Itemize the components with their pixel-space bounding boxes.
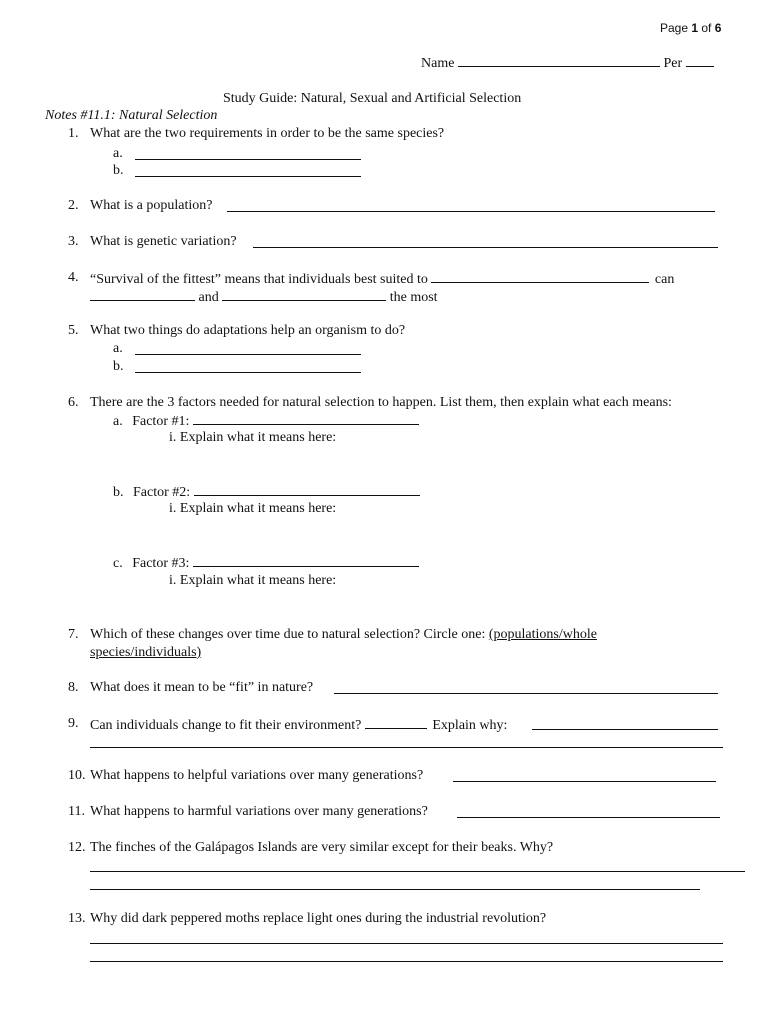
q4-text-1: “Survival of the fittest” means that individuals best suited to xyxy=(90,272,428,287)
sub-label-c: c. xyxy=(113,556,123,571)
q4-text-3: and xyxy=(198,290,219,305)
q6-factor-2 xyxy=(113,482,420,502)
q4-blank-3[interactable] xyxy=(222,287,386,301)
q4-blank-2[interactable] xyxy=(90,287,195,301)
q9-text-1: Can individuals change to fit their environment? xyxy=(90,718,362,733)
q4-blank-1[interactable] xyxy=(431,269,649,283)
q6-text: There are the 3 factors needed for natural selection to happen. List them, then explain what each means: xyxy=(90,395,672,410)
q12-answer-line-2[interactable] xyxy=(90,889,700,890)
q1-sub-a xyxy=(113,145,123,163)
page-title: Study Guide: Natural, Sexual and Artificial Selection xyxy=(223,91,522,106)
section-heading: Notes #11.1: Natural Selection xyxy=(45,108,218,123)
q3-number: 3. xyxy=(68,234,79,249)
q5-number: 5. xyxy=(68,323,79,338)
q1-answer-a[interactable] xyxy=(135,159,361,160)
per-blank[interactable] xyxy=(686,53,714,67)
q7-number: 7. xyxy=(68,627,79,642)
sub-label-b: b. xyxy=(113,163,124,178)
q5-text: What two things do adaptations help an organism to do? xyxy=(90,323,406,338)
factor-3-blank[interactable] xyxy=(193,553,419,567)
q9-line1 xyxy=(90,715,507,735)
q9-text-2: Explain why: xyxy=(432,718,508,733)
q5-answer-b[interactable] xyxy=(135,372,361,373)
q4-line2 xyxy=(90,287,438,307)
explain-label: Explain what it means here: xyxy=(179,430,337,445)
q1-text: What are the two requirements in order to be the same species? xyxy=(90,126,445,141)
q11-answer-line[interactable] xyxy=(457,817,720,818)
q1-answer-b[interactable] xyxy=(135,176,361,177)
q12-text: The finches of the Galápagos Islands are very similar except for their beaks. Why? xyxy=(90,840,554,855)
per-label: Per xyxy=(663,56,683,71)
q9-answer-line-2[interactable] xyxy=(90,747,723,748)
factor-1-blank[interactable] xyxy=(193,411,419,425)
q6-factor-1 xyxy=(113,411,419,431)
q6-number: 6. xyxy=(68,395,79,410)
q8-text: What does it mean to be “fit” in nature? xyxy=(90,680,314,695)
q6-explain-1 xyxy=(169,429,336,447)
q13-text: Why did dark peppered moths replace light ones during the industrial revolution? xyxy=(90,911,547,926)
q13-answer-line-2[interactable] xyxy=(90,961,723,962)
q9-blank-yesno[interactable] xyxy=(365,715,427,729)
q12-number: 12. xyxy=(68,840,86,855)
factor-3-label: Factor #3: xyxy=(132,556,190,571)
explain-label: Explain what it means here: xyxy=(179,573,337,588)
q7-line1 xyxy=(90,626,597,644)
factor-2-label: Factor #2: xyxy=(133,485,191,500)
q4-text-4: the most xyxy=(389,290,438,305)
q7-choices-2[interactable]: species/individuals) xyxy=(90,645,202,660)
q2-number: 2. xyxy=(68,198,79,213)
q8-answer-line[interactable] xyxy=(334,693,718,694)
q5-sub-b: b. xyxy=(113,359,124,374)
q13-answer-line-1[interactable] xyxy=(90,943,723,944)
q4-number: 4. xyxy=(68,270,79,285)
q4-text-2: can xyxy=(654,272,675,287)
q7-text: Which of these changes over time due to natural selection? Circle one: xyxy=(90,627,486,642)
name-per-line xyxy=(421,53,714,73)
q5-sub-a: a. xyxy=(113,341,123,356)
q10-answer-line[interactable] xyxy=(453,781,716,782)
q5-answer-a[interactable] xyxy=(135,354,361,355)
name-blank[interactable] xyxy=(458,53,660,67)
q8-number: 8. xyxy=(68,680,79,695)
sub-label-a: a. xyxy=(113,414,123,429)
roman-i: i. xyxy=(169,573,177,588)
q3-text: What is genetic variation? xyxy=(90,234,237,249)
q11-text: What happens to harmful variations over many generations? xyxy=(90,804,428,819)
page-prefix: Page xyxy=(660,21,692,35)
q4-line1 xyxy=(90,269,674,289)
q9-answer-line-1[interactable] xyxy=(532,729,718,730)
sub-label-b: b. xyxy=(113,485,124,500)
factor-1-label: Factor #1: xyxy=(132,414,190,429)
sub-label-a: a. xyxy=(113,146,123,161)
name-label: Name xyxy=(421,56,455,71)
roman-i: i. xyxy=(169,501,177,516)
page-total: 6 xyxy=(714,21,722,35)
q10-text: What happens to helpful variations over many generations? xyxy=(90,768,424,783)
q3-answer-line[interactable] xyxy=(253,247,718,248)
page-current: 1 xyxy=(691,21,699,35)
q10-number: 10. xyxy=(68,768,86,783)
q6-explain-2 xyxy=(169,500,336,518)
q12-answer-line-1[interactable] xyxy=(90,871,745,872)
q2-answer-line[interactable] xyxy=(227,211,715,212)
explain-label: Explain what it means here: xyxy=(179,501,337,516)
q13-number: 13. xyxy=(68,911,86,926)
q2-text: What is a population? xyxy=(90,198,213,213)
q6-factor-3 xyxy=(113,553,419,573)
q6-explain-3 xyxy=(169,572,336,590)
q7-choices-1[interactable]: (populations/whole xyxy=(488,627,597,642)
page-of: of xyxy=(698,21,715,35)
q9-number: 9. xyxy=(68,716,79,731)
roman-i: i. xyxy=(169,430,177,445)
q11-number: 11. xyxy=(68,804,85,819)
q1-sub-b xyxy=(113,162,124,180)
page-number xyxy=(660,19,721,37)
q1-number: 1. xyxy=(68,126,79,141)
factor-2-blank[interactable] xyxy=(194,482,420,496)
